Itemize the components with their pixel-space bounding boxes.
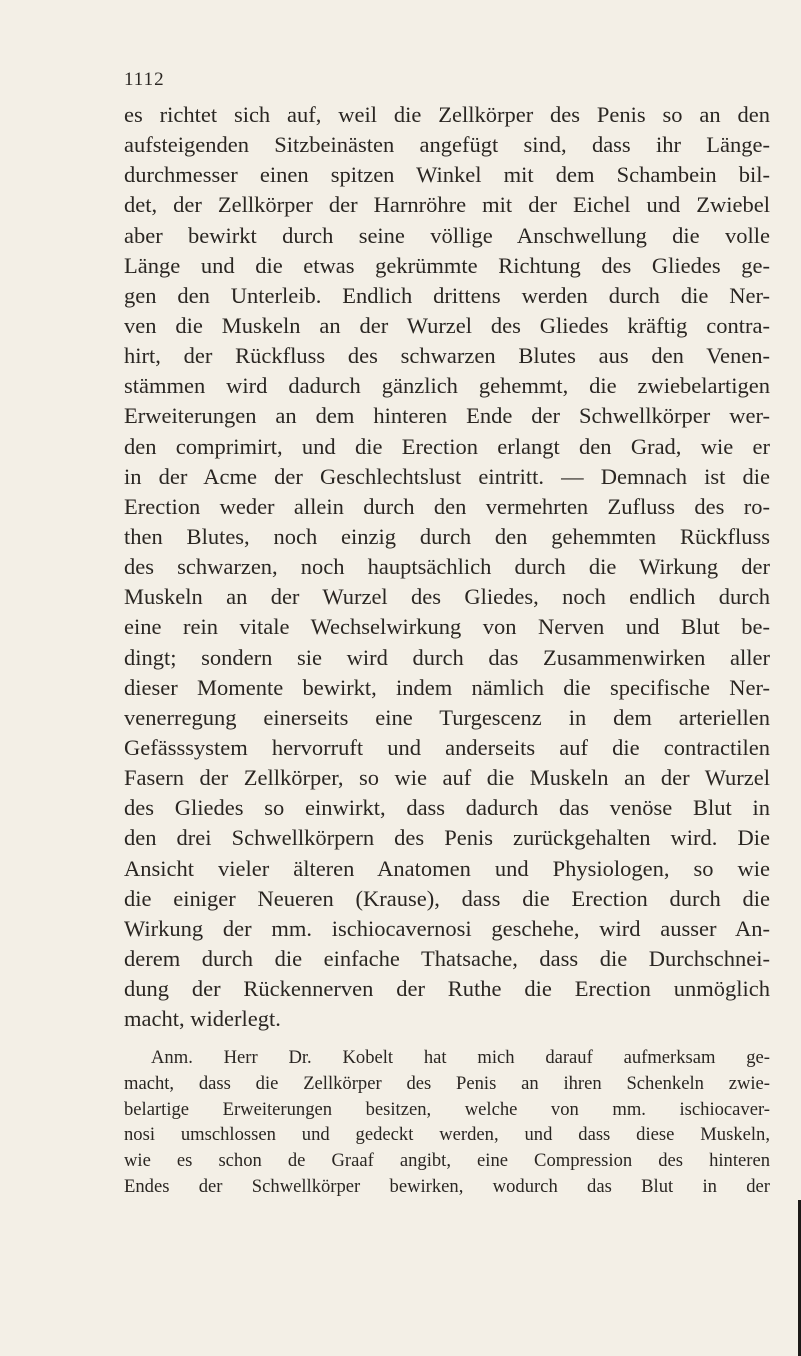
page-number: 1112 [124,69,165,90]
text-line: Erweiterungen an dem hinteren Ende der Schwellkörper wer- [124,403,770,429]
text-line: es richtet sich auf, weil die Zellkörper des Penis so an den [124,102,770,127]
footnote [124,1045,770,1200]
text-line: durchmesser einen spitzen Winkel mit dem Schambein bil- [124,162,770,188]
footnote-line: Endes der Schwellkörper bewirken, wodurch das Blut in der [124,1175,770,1197]
footnote-line: belartige Erweiterungen besitzen, welche von mm. ischiocaver- [124,1098,770,1120]
text-line: Ansicht vieler älteren Anatomen und Physiologen, so wie [124,855,770,881]
text-line: Wirkung der mm. ischiocavernosi geschehe, wird ausser An- [124,915,770,941]
text-line: in der Acme der Geschlechtslust eintritt. — Demnach ist die [124,463,770,489]
text-line: des Gliedes so einwirkt, dass dadurch das venöse Blut in [124,795,770,821]
text-line: den drei Schwellkörpern des Penis zurückgehalten wird. Die [124,825,770,851]
footnote-line: nosi umschlossen und gedeckt werden, und dass diese Muskeln, [124,1124,770,1146]
text-line: aber bewirkt durch seine völlige Anschwellung die volle [124,222,770,248]
text-line: Gefässsystem hervorruft und anderseits auf die contractilen [124,734,770,760]
text-line: Länge und die etwas gekrümmte Richtung des Gliedes ge- [124,252,770,278]
text-line: Muskeln an der Wurzel des Gliedes, noch endlich durch [124,584,770,610]
text-line: hirt, der Rückfluss des schwarzen Blutes aus den Venen- [124,343,770,369]
text-line: venerregung einerseits eine Turgescenz in dem arteriellen [124,704,770,730]
text-line: des schwarzen, noch hauptsächlich durch die Wirkung der [124,554,770,580]
text-line: aufsteigenden Sitzbeinästen angefügt sind, dass ihr Länge- [124,132,770,158]
main-paragraph [124,100,770,1034]
footnote-line: wie es schon de Graaf angibt, eine Compression des hinteren [124,1150,770,1172]
text-line: ven die Muskeln an der Wurzel des Gliedes kräftig contra- [124,312,770,338]
text-line: dung der Rückennerven der Ruthe die Erection unmöglich [124,976,770,1002]
text-line: dingt; sondern sie wird durch das Zusammenwirken aller [124,644,770,670]
text-line: macht, widerlegt. [124,1006,281,1032]
text-line: gen den Unterleib. Endlich drittens werden durch die Ner- [124,282,770,308]
text-line: stämmen wird dadurch gänzlich gehemmt, die zwiebelartigen [124,373,770,399]
text-line: die einiger Neueren (Krause), dass die Erection durch die [124,885,770,911]
footnote-line: macht, dass die Zellkörper des Penis an ihren Schenkeln zwie- [124,1072,770,1094]
text-line: Fasern der Zellkörper, so wie auf die Muskeln an der Wurzel [124,765,770,791]
text-line: eine rein vitale Wechselwirkung von Nerven und Blut be- [124,614,770,640]
text-line: den comprimirt, und die Erection erlangt den Grad, wie er [124,433,770,459]
footnote-line: Anm. Herr Dr. Kobelt hat mich darauf aufmerksam ge- [151,1047,770,1068]
text-line: det, der Zellkörper der Harnröhre mit der Eichel und Zwiebel [124,192,770,218]
text-line: derem durch die einfache Thatsache, dass die Durchschnei- [124,945,770,971]
text-line: Erection weder allein durch den vermehrten Zufluss des ro- [124,493,770,519]
text-line: then Blutes, noch einzig durch den gehemmten Rückfluss [124,523,770,549]
text-line: dieser Momente bewirkt, indem nämlich die specifische Ner- [124,674,770,700]
